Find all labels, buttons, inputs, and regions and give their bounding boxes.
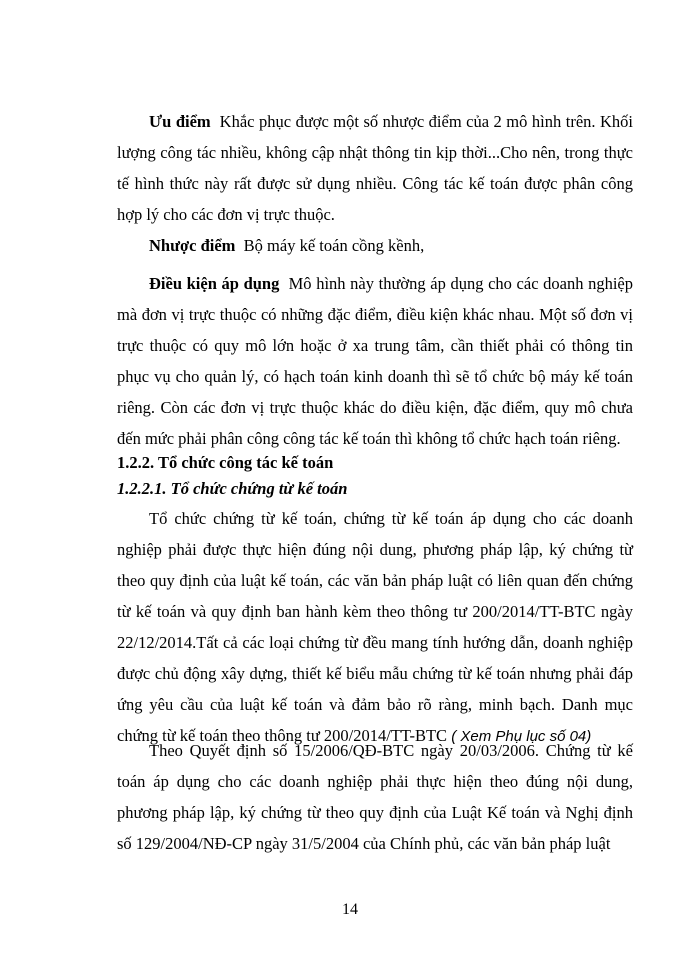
subsection-heading: 1.2.2.1. Tổ chức chứng từ kế toán — [117, 479, 348, 498]
appendix-reference: ( Xem Phụ lục số 04) — [451, 728, 592, 745]
vouchers-text: Tổ chức chứng từ kế toán, chứng từ kế toán áp dụng cho các doanh nghiệp phải được thực hiện đúng nội dung, phương pháp lập, ký chứng từ theo quy định của luật kế toán, các văn bản pháp luật có liên quan đến chứng từ kế toán và quy định ban hành kèm theo thông tư 200/2014/TT-BTC ngày 22/12/2014.Tất cả các loại chứng từ đều mang tính hướng dẫn, doanh nghiệp được chủ động xây dựng, thiết kế biểu mẫu chứng từ kế toán nhưng phải đáp ứng yêu cầu của luật kế toán và đảm bảo rõ ràng, minh bạch. Danh mục chứng từ kế toán theo thông tư 200/2014/TT-BTC — [117, 509, 633, 745]
condition-label: Điều kiện áp dụng — [149, 274, 280, 293]
advantage-label: Ưu điểm — [149, 112, 211, 131]
condition-paragraph — [117, 268, 633, 454]
page-number: 14 — [342, 901, 358, 918]
disadvantage-text: Bộ máy kế toán cồng kềnh, — [243, 236, 425, 255]
decision-paragraph — [117, 735, 633, 859]
disadvantage-paragraph — [117, 230, 633, 261]
condition-text: Mô hình này thường áp dụng cho các doanh nghiệp mà đơn vị trực thuộc có những đặc điểm, điều kiện khác nhau. Một số đơn vị trực thuộc có quy mô lớn hoặc ở xa trung tâm, cần thiết phải có thông tin phục vụ cho quản lý, có hạch toán kinh doanh thì sẽ tổ chức bộ máy kế toán riêng. Còn các đơn vị trực thuộc khác do điều kiện, đặc điểm, quy mô chưa đến mức phải phân công công tác kế toán thì không tổ chức hạch toán riêng. — [117, 274, 634, 448]
vouchers-paragraph — [117, 503, 633, 752]
advantage-text: Khắc phục được một số nhược điểm của 2 mô hình trên. Khối lượng công tác nhiều, không cập nhật thông tin kịp thời...Cho nên, trong thực tế hình thức này rất được sử dụng nhiều. Công tác kế toán được phân công hợp lý cho các đơn vị trực thuộc. — [117, 112, 634, 224]
decision-text: Theo Quyết định số 15/2006/QĐ-BTC ngày 20/03/2006. Chứng từ kế toán áp dụng cho các doanh nghiệp phải thực hiện theo đúng nội dung, phương pháp lập, ký chứng từ theo quy định của Luật Kế toán và Nghị định số 129/2004/NĐ-CP ngày 31/5/2004 của Chính phủ, các văn bản pháp luật — [117, 741, 633, 853]
section-heading: 1.2.2. Tổ chức công tác kế toán — [117, 453, 334, 472]
disadvantage-label: Nhược điểm — [149, 236, 236, 255]
advantage-paragraph — [117, 106, 633, 230]
